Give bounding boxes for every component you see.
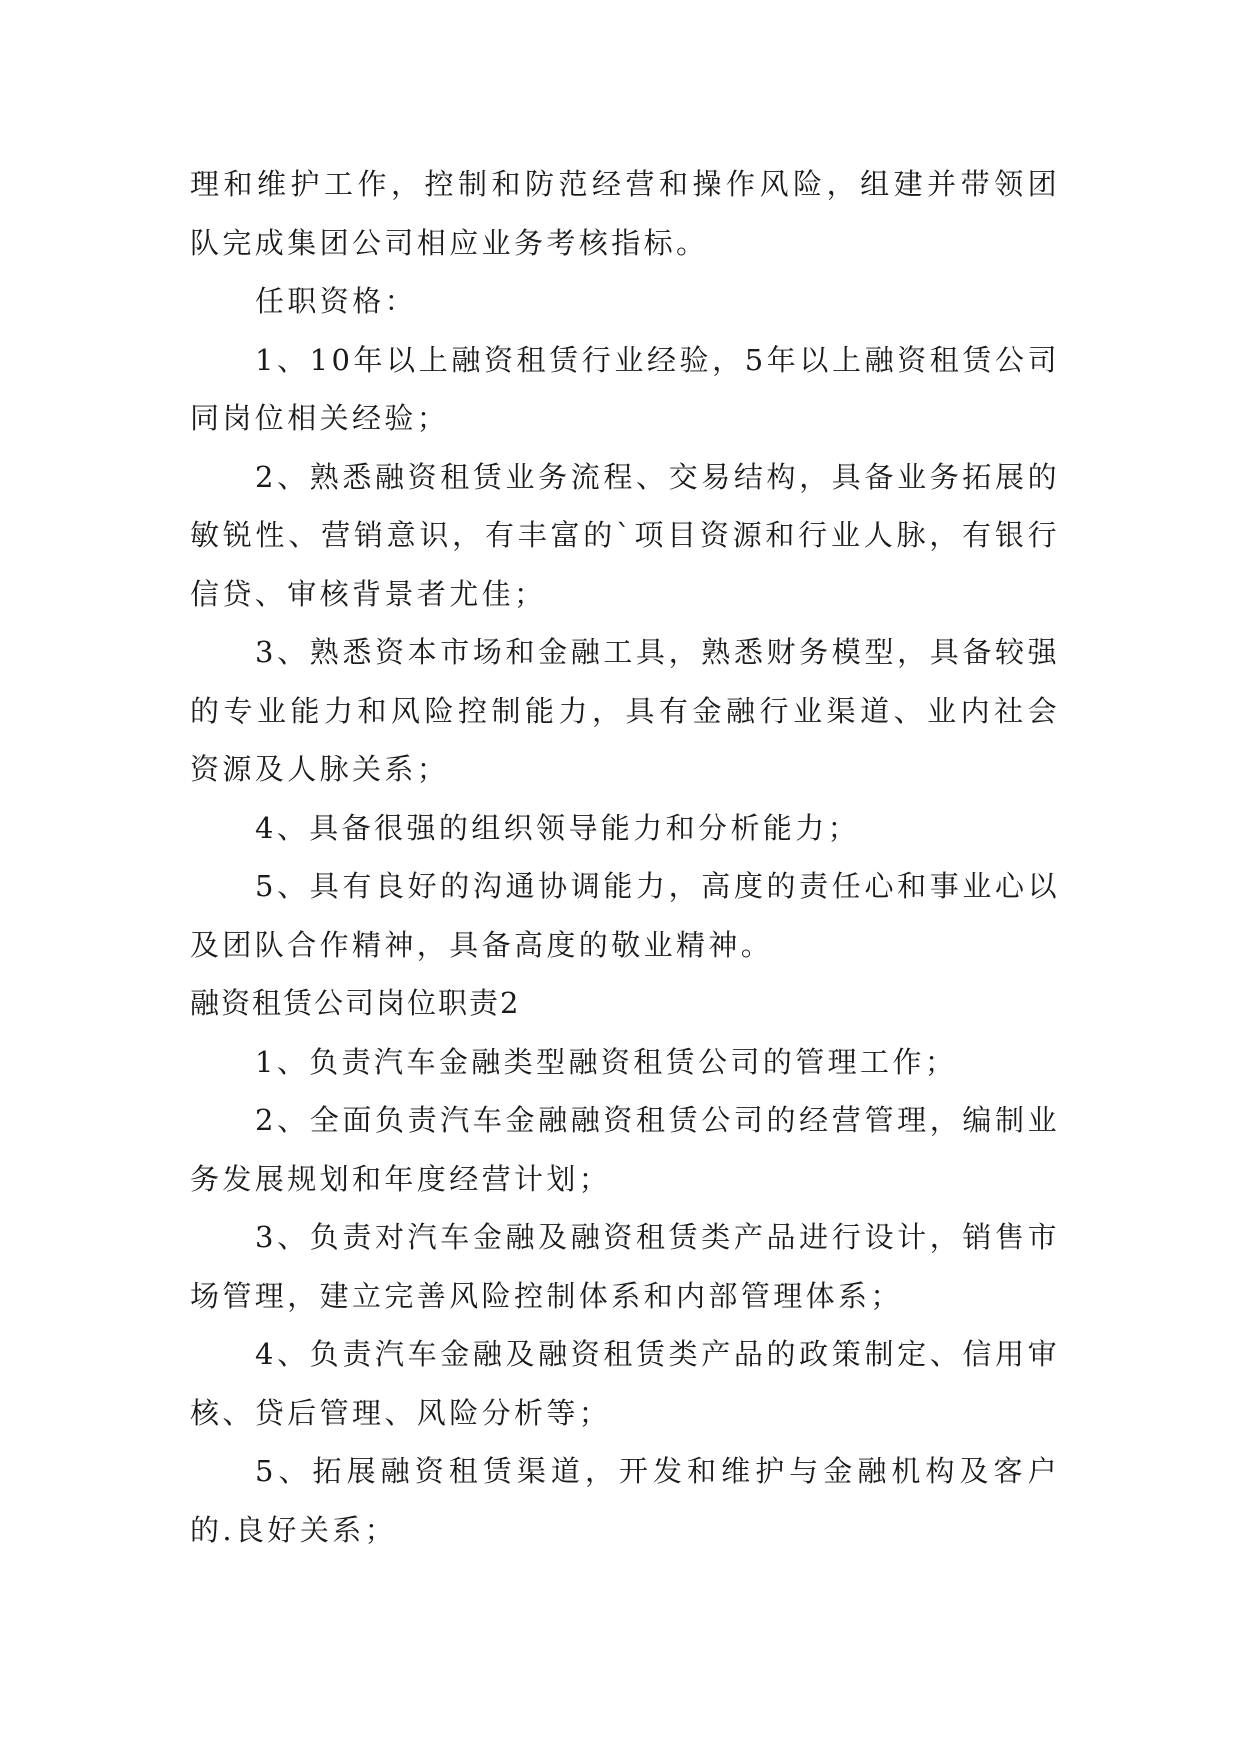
document-body: [190, 155, 1060, 1559]
section-title: 融资租赁公司岗位职责2: [190, 986, 521, 1020]
paragraph-continuation: 理和维护工作，控制和防范经营和操作风险，组建并带领团队完成集团公司相应业务考核指标。: [190, 167, 1060, 260]
qualification-item-5: 5、具有良好的沟通协调能力，高度的责任心和事业心以及团队合作精神，具备高度的敬业精神。: [190, 869, 1060, 962]
duty-item-3: 3、负责对汽车金融及融资租赁类产品进行设计，销售市场管理，建立完善风险控制体系和内部管理体系；: [190, 1220, 1060, 1313]
duty-item-2: 2、全面负责汽车金融融资租赁公司的经营管理，编制业务发展规划和年度经营计划；: [190, 1103, 1060, 1196]
duty-item-1: 1、负责汽车金融类型融资租赁公司的管理工作；: [255, 1044, 958, 1079]
qualifications-heading: 任职资格：: [255, 284, 418, 318]
qualification-item-1: 1、10年以上融资租赁行业经验，5年以上融资租赁公司同岗位相关经验；: [190, 342, 1060, 435]
qualification-item-3: 3、熟悉资本市场和金融工具，熟悉财务模型，具备较强的专业能力和风险控制能力，具有金融行业渠道、业内社会资源及人脉关系；: [190, 635, 1060, 786]
qualification-item-4: 4、具备很强的组织领导能力和分析能力；: [255, 810, 861, 845]
duty-item-4: 4、负责汽车金融及融资租赁类产品的政策制定、信用审核、贷后管理、风险分析等；: [190, 1337, 1060, 1430]
qualification-item-2: 2、熟悉融资租赁业务流程、交易结构，具备业务拓展的敏锐性、营销意识，有丰富的`项目资源和行业人脉，有银行信贷、审核背景者尤佳；: [190, 459, 1060, 611]
duty-item-5: 5、拓展融资租赁渠道，开发和维护与金融机构及客户的.良好关系；: [190, 1454, 1060, 1547]
